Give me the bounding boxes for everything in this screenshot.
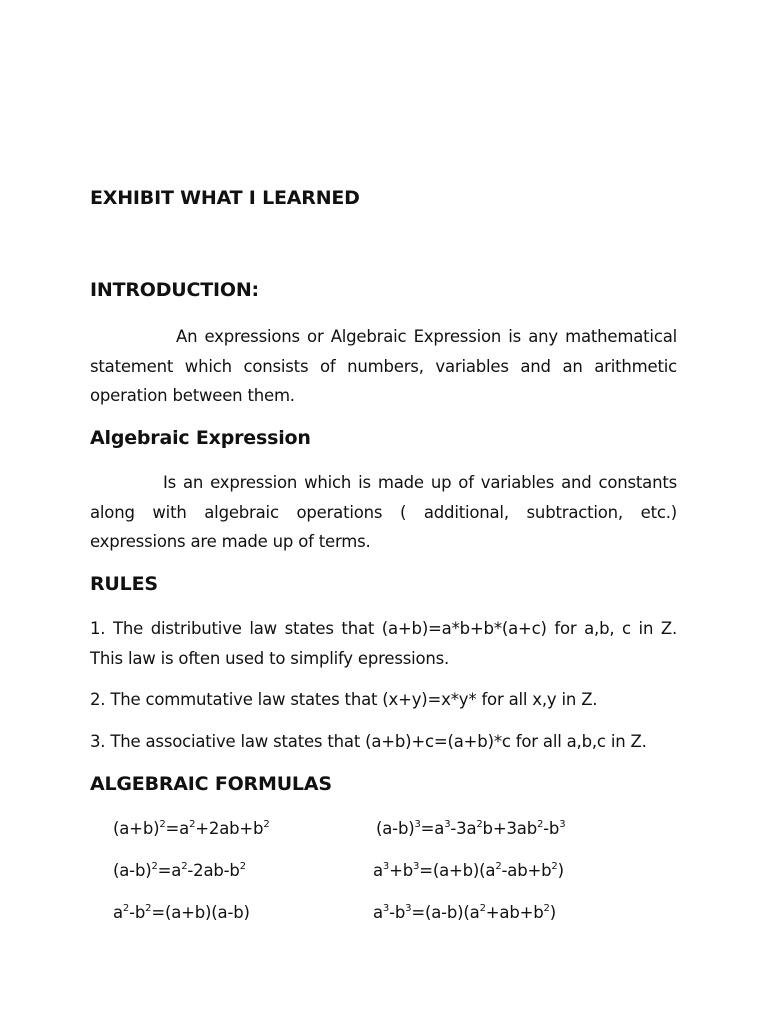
formula-cube-of-difference: $(a-b)^3=a^3-3a^2b+3ab^2-b^3$ bbox=[376, 819, 566, 838]
rule-item: 1. The distributive law states that (a+b)=a*b+b*(a+c) for a,b, c in Z. This law is often used to simplify epressions. bbox=[90, 619, 677, 668]
algebraic-expression-text: Is an expression which is made up of variables and constants along with algebraic operations ( additional, subtraction, etc.) expressions are made up of terms. bbox=[90, 473, 677, 551]
introduction-heading: INTRODUCTION: bbox=[90, 279, 259, 301]
rule-item: 2. The commutative law states that (x+y)=x*y* for all x,y in Z. bbox=[90, 690, 598, 709]
formula-difference-of-squares: $a^2-b^2=(a+b)(a-b)$ bbox=[113, 903, 250, 922]
formula-square-of-sum: $(a+b)^2=a^2+2ab+b^2$ bbox=[113, 819, 270, 838]
rule-item: 3. The associative law states that (a+b)+c=(a+b)*c for all a,b,c in Z. bbox=[90, 732, 647, 751]
formula-square-of-difference: $(a-b)^2=a^2-2ab-b^2$ bbox=[113, 861, 246, 880]
rules-heading: RULES bbox=[90, 573, 158, 595]
formulas-heading: ALGEBRAIC FORMULAS bbox=[90, 773, 332, 795]
formula-sum-of-cubes: $a^3+b^3=(a+b)(a^2-ab+b^2)$ bbox=[373, 861, 564, 880]
document-title: EXHIBIT WHAT I LEARNED bbox=[90, 187, 360, 209]
algebraic-expression-heading: Algebraic Expression bbox=[90, 427, 311, 449]
introduction-text: An expressions or Algebraic Expression is any mathematical statement which consists of numbers, variables and an arithmetic operation between them. bbox=[90, 327, 677, 405]
formula-difference-of-cubes: $a^3-b^3=(a-b)(a^2+ab+b^2)$ bbox=[373, 903, 556, 922]
